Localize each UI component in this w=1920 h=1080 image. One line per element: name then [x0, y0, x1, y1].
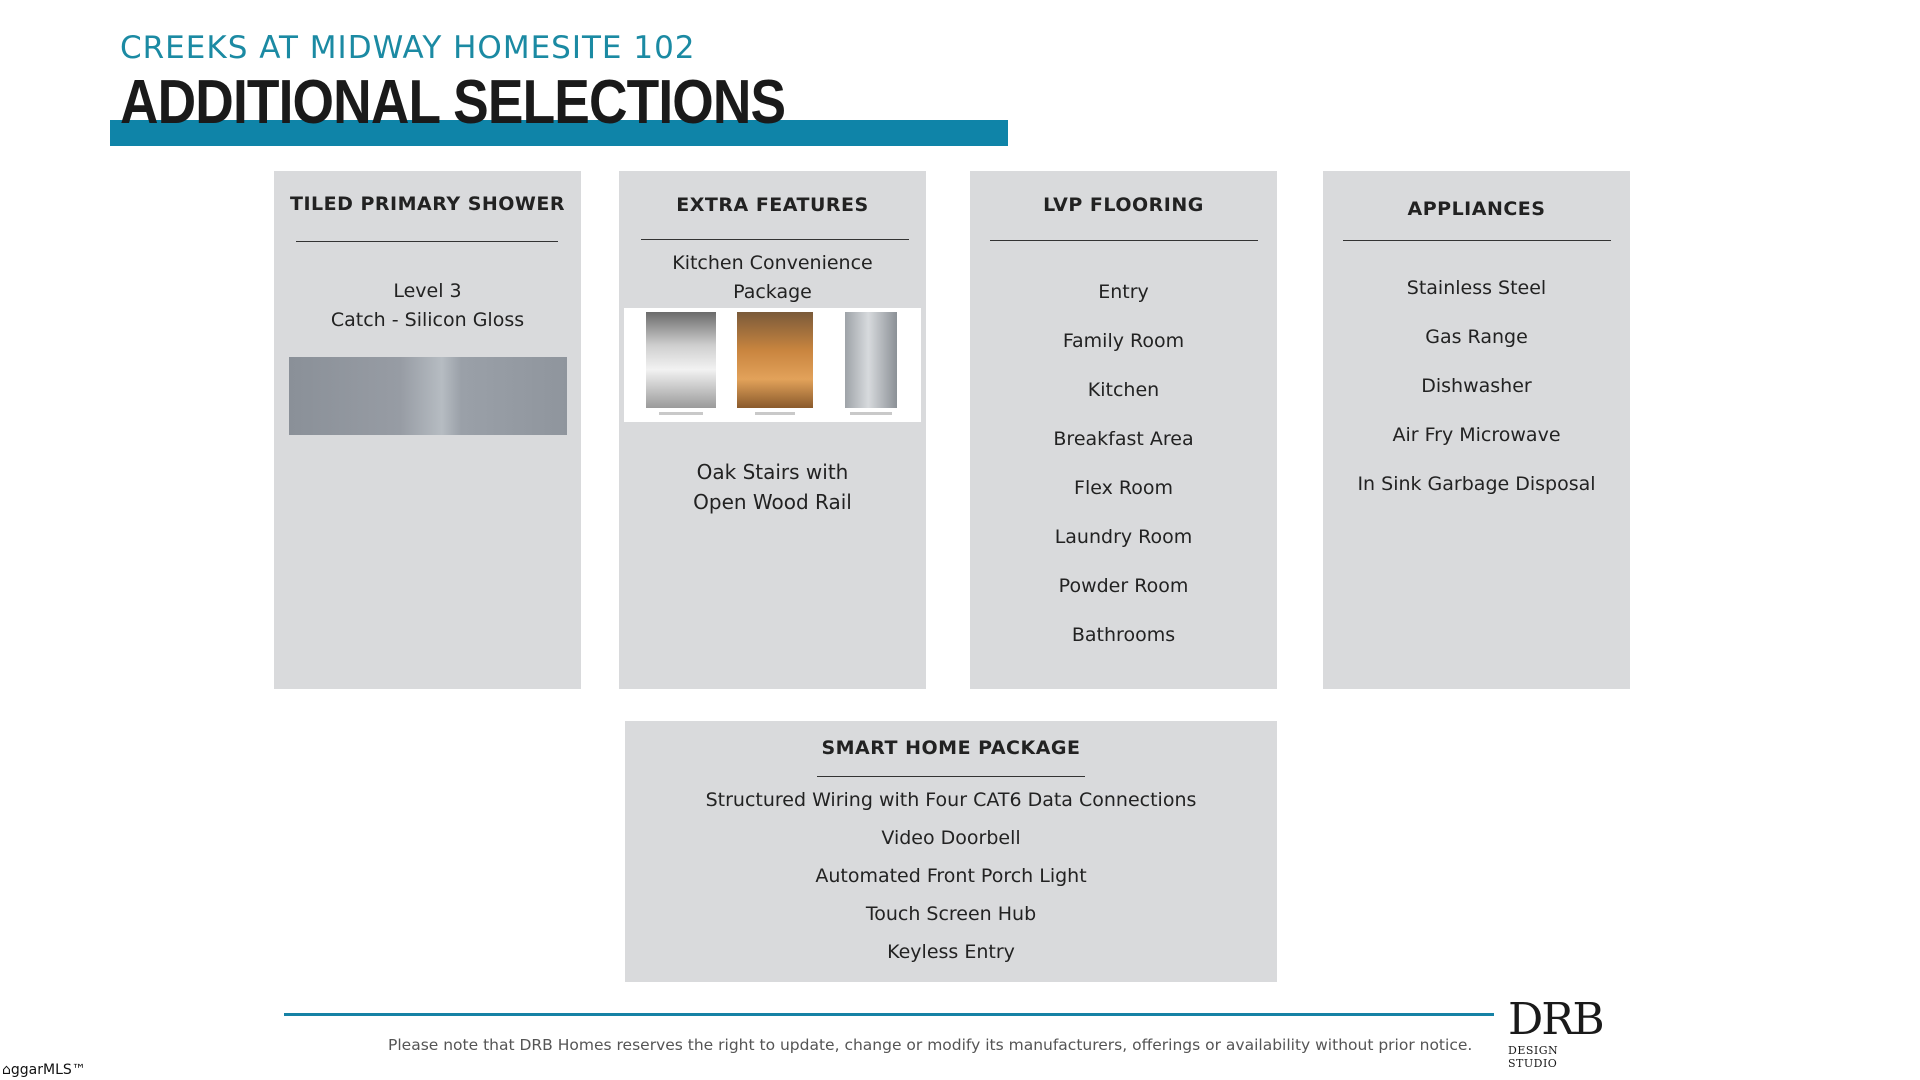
- heading-divider: [817, 776, 1085, 777]
- heading-divider: [641, 239, 909, 240]
- rollout-trays-photo: [737, 312, 813, 408]
- card-heading: SMART HOME PACKAGE: [821, 737, 1081, 759]
- list-item: Laundry Room: [1054, 526, 1193, 548]
- footer-disclaimer: Please note that DRB Homes reserves the right to update, change or modify its manufacturers, offerings or availability without prior notice.: [388, 1036, 1473, 1054]
- list-item: Video Doorbell: [881, 827, 1021, 849]
- shower-tile: Catch - Silicon Gloss: [330, 309, 525, 331]
- page-title: ADDITIONAL SELECTIONS: [120, 68, 786, 137]
- card-lvp-flooring: [970, 171, 1277, 689]
- photo-caption: [659, 412, 703, 415]
- tile-sample-image: [289, 357, 567, 435]
- kitchen-package-line2: Package: [733, 281, 812, 303]
- kitchen-package-photos: [624, 308, 921, 422]
- list-item: Breakfast Area: [1053, 428, 1194, 450]
- heading-divider: [990, 240, 1258, 241]
- shower-level: Level 3: [393, 280, 462, 302]
- card-heading: TILED PRIMARY SHOWER: [289, 193, 565, 215]
- kitchen-package-line1: Kitchen Convenience: [672, 252, 873, 274]
- list-item: Keyless Entry: [887, 941, 1015, 963]
- list-item: Stainless Steel: [1406, 277, 1547, 299]
- list-item: Structured Wiring with Four CAT6 Data Connections: [705, 789, 1197, 811]
- card-heading: EXTRA FEATURES: [676, 194, 869, 216]
- stairs-line2: Open Wood Rail: [693, 490, 852, 514]
- logo-mark: DRB: [1508, 994, 1603, 1045]
- card-heading: APPLIANCES: [1407, 198, 1546, 220]
- list-item: Dishwasher: [1421, 375, 1532, 397]
- list-item: In Sink Garbage Disposal: [1357, 473, 1596, 495]
- refrigerator-photo: [845, 312, 897, 408]
- list-item: Gas Range: [1425, 326, 1528, 348]
- list-item: Powder Room: [1058, 575, 1189, 597]
- mls-watermark: [2, 1062, 86, 1078]
- footer-divider: [284, 1013, 1494, 1016]
- logo-subtitle: DESIGN STUDIO: [1508, 1044, 1559, 1070]
- card-smart-home-package: [625, 721, 1277, 982]
- heading-divider: [296, 241, 558, 242]
- list-item: Air Fry Microwave: [1392, 424, 1561, 446]
- card-tiled-primary-shower: [274, 171, 581, 689]
- card-heading: LVP FLOORING: [1043, 194, 1204, 216]
- mls-text: ggarMLS™: [10, 1062, 86, 1078]
- list-item: Kitchen: [1087, 379, 1160, 401]
- homesite-subtitle: CREEKS AT MIDWAY HOMESITE 102: [120, 30, 696, 66]
- list-item: Entry: [1098, 281, 1149, 303]
- card-appliances: [1323, 171, 1630, 689]
- list-item: Flex Room: [1074, 477, 1173, 499]
- list-item: Family Room: [1062, 330, 1185, 352]
- house-icon: ⌂: [2, 1062, 11, 1078]
- trash-pullout-photo: [646, 312, 716, 408]
- stairs-line1: Oak Stairs with: [696, 460, 849, 484]
- list-item: Touch Screen Hub: [865, 903, 1037, 925]
- list-item: Bathrooms: [1071, 624, 1176, 646]
- drb-design-studio-logo: [1508, 994, 1608, 1070]
- card-extra-features: [619, 171, 926, 689]
- heading-divider: [1343, 240, 1611, 241]
- photo-caption: [755, 412, 795, 415]
- list-item: Automated Front Porch Light: [815, 865, 1087, 887]
- photo-caption: [850, 412, 892, 415]
